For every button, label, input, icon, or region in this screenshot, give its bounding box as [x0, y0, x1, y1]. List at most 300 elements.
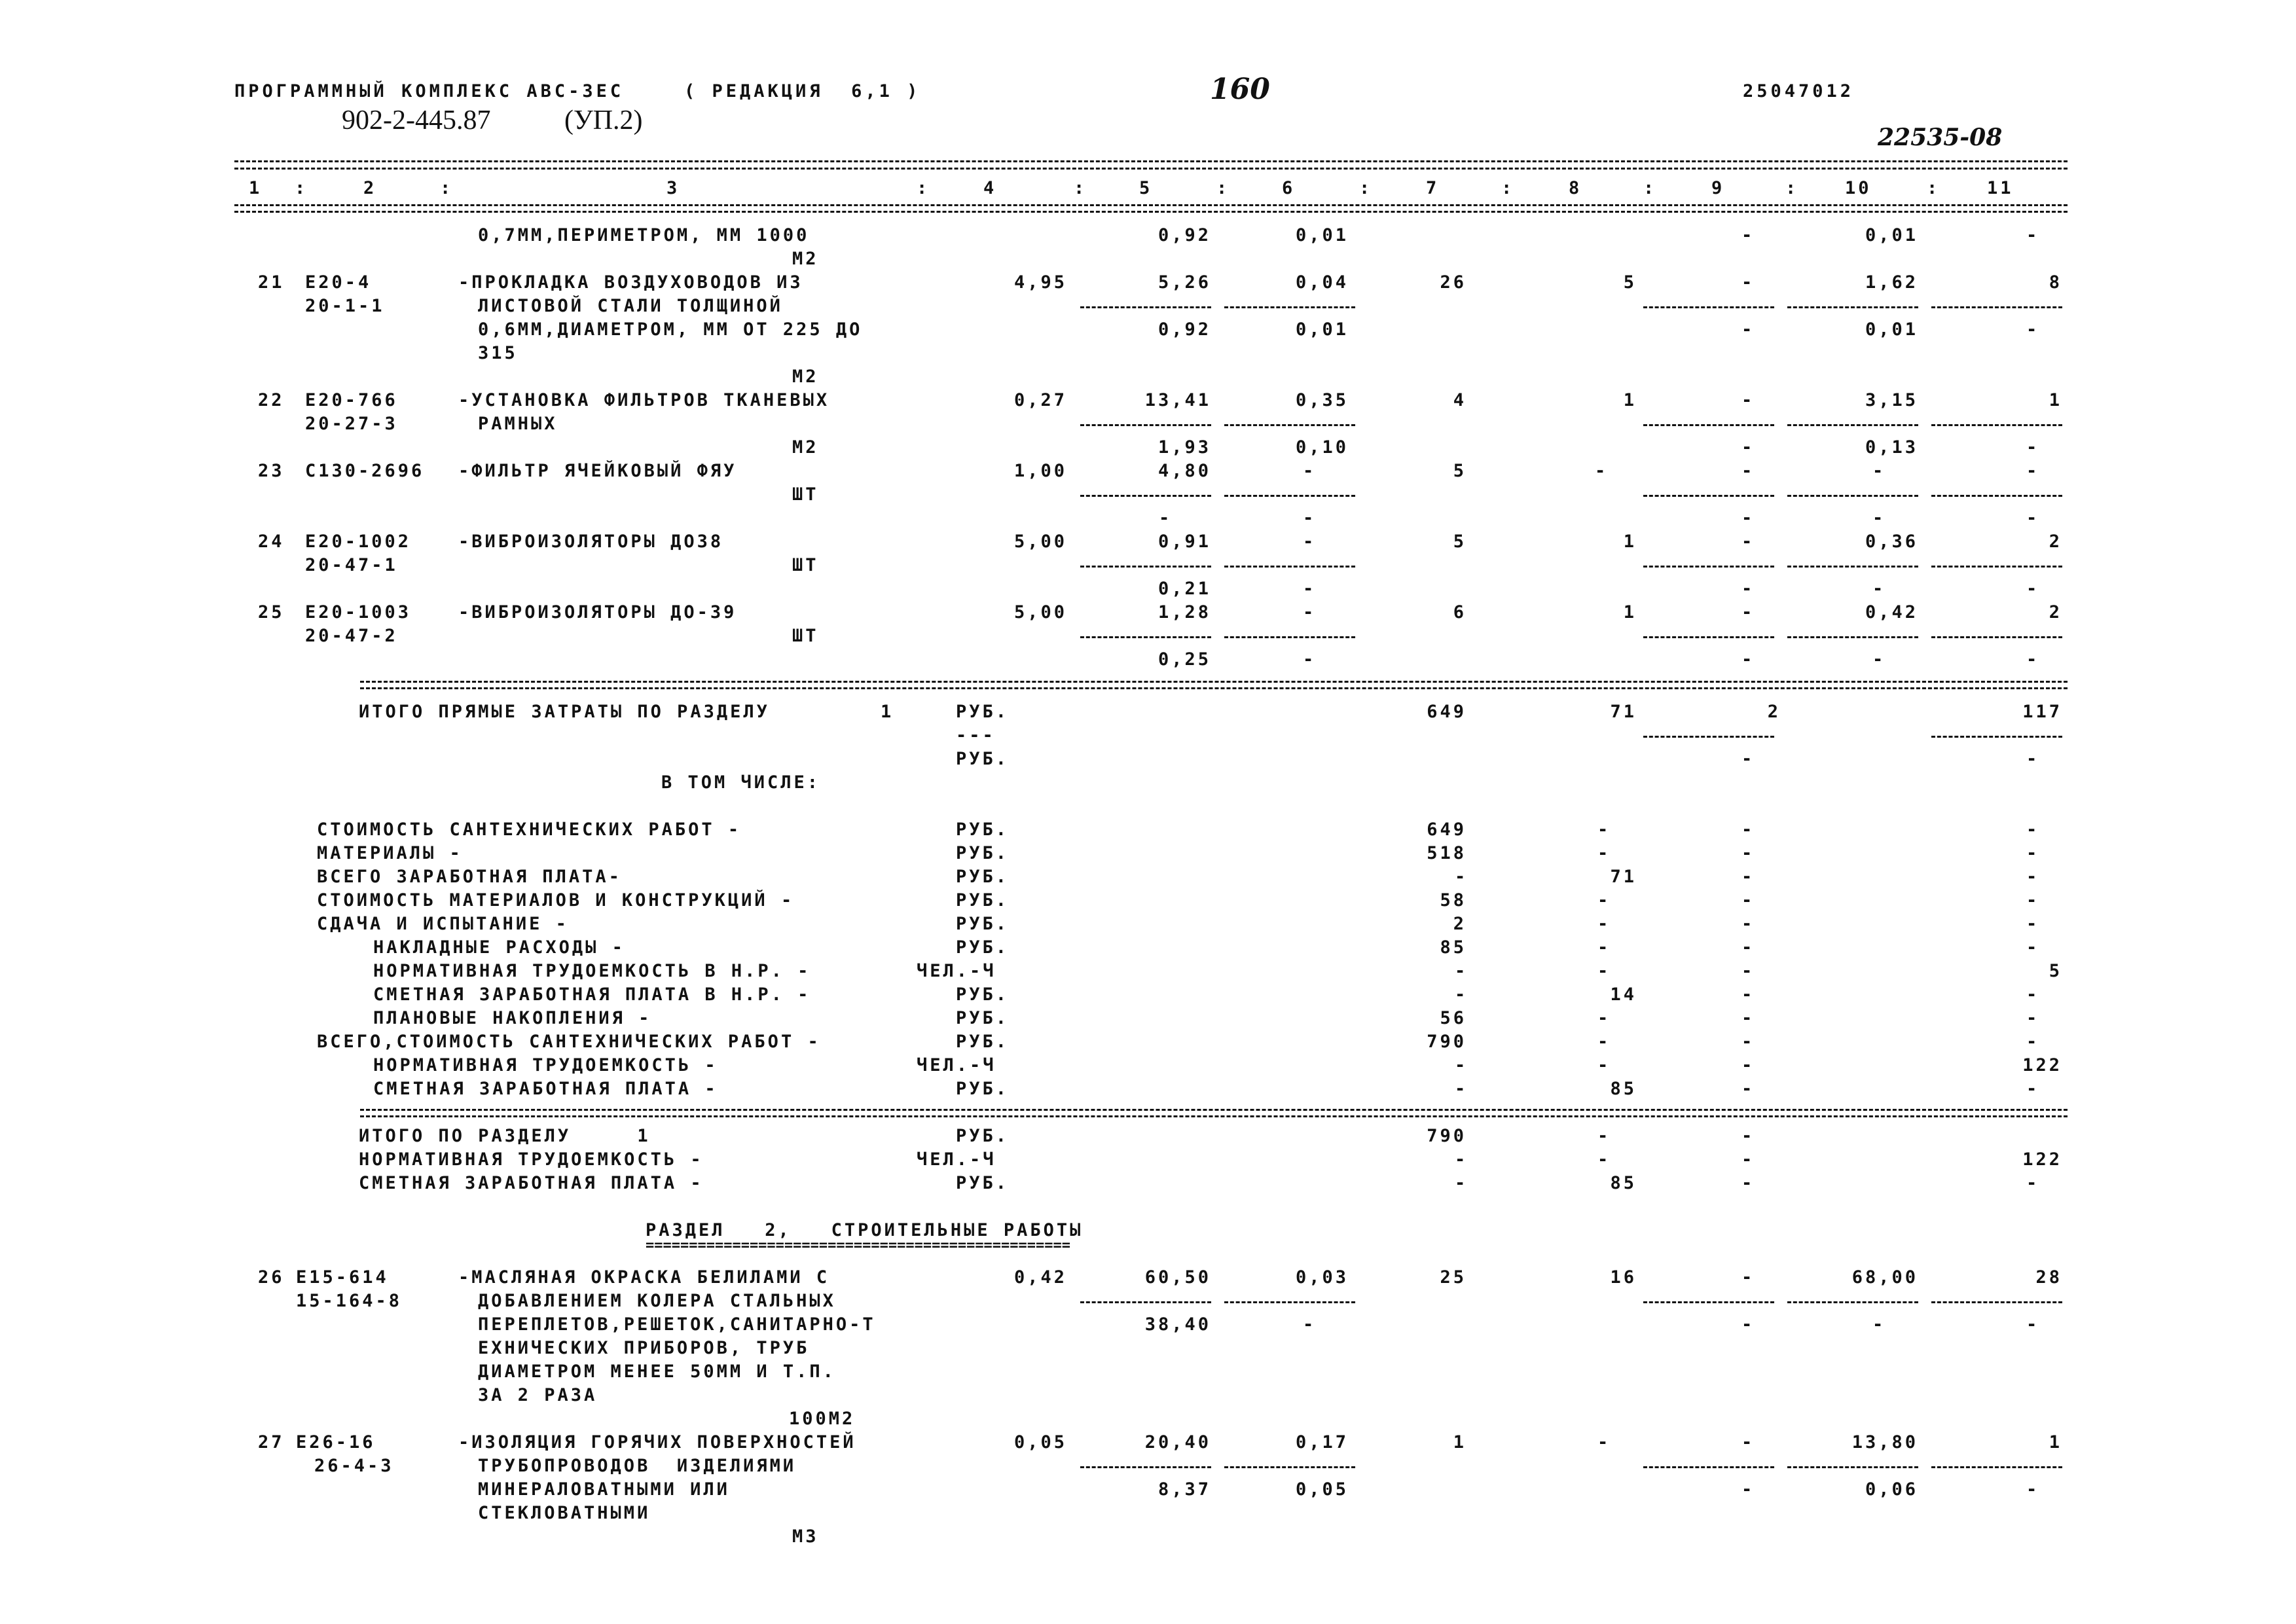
row-c4: 0,42 — [1013, 1267, 1067, 1288]
row-text-line: -ИЗОЛЯЦИЯ ГОРЯЧИХ ПОВЕРХНОСТЕЙ — [458, 1432, 856, 1453]
row-c6b: 0,10 — [1295, 437, 1349, 458]
row-c9b: - — [1741, 1314, 1755, 1335]
breakdown-label: СДАЧА И ИСПЫТАНИЕ - — [317, 914, 569, 934]
row-c6: - — [1303, 532, 1317, 552]
breakdown-c7: 85 — [1440, 937, 1467, 958]
row-code: Е26-16 — [296, 1432, 376, 1453]
row-code: Е15-614 — [296, 1267, 389, 1288]
row-rule — [1080, 1301, 1211, 1303]
row-c5: 60,50 — [1144, 1267, 1211, 1288]
row-num: 24 — [258, 532, 285, 552]
breakdown-c11: - — [2026, 937, 2040, 958]
breakdown-c11: - — [2026, 1032, 2040, 1052]
row-c5: 4,80 — [1157, 461, 1211, 481]
section-total-c7: - — [1455, 1173, 1468, 1193]
section-total-c11: - — [2026, 1173, 2040, 1193]
breakdown-c9: - — [1741, 961, 1755, 981]
row-c4: 5,00 — [1013, 602, 1067, 623]
row-code: Е20-1002 — [305, 532, 412, 552]
col-num-10: 10 — [1845, 178, 1872, 198]
row-rule — [1787, 566, 1918, 568]
col-num-9: 9 — [1711, 178, 1725, 198]
breakdown-c11: - — [2026, 820, 2040, 840]
row-c5b: 38,40 — [1144, 1314, 1211, 1335]
row-c9: - — [1741, 461, 1755, 481]
row-c9: - — [1741, 1432, 1755, 1453]
section-total-label: НОРМАТИВНАЯ ТРУДОЕМКОСТЬ - — [359, 1149, 704, 1170]
breakdown-label: НАКЛАДНЫЕ РАСХОДЫ - — [373, 937, 625, 958]
breakdown-c7: 790 — [1427, 1032, 1467, 1052]
header-rule-top-2 — [234, 168, 2068, 170]
breakdown-c11: - — [2026, 1008, 2040, 1028]
row-c9b: - — [1741, 579, 1755, 599]
row-unit: ШТ — [792, 484, 819, 505]
section-total-c8: 85 — [1610, 1173, 1637, 1193]
row-c10b: - — [1872, 649, 1886, 670]
page-number: 160 — [1210, 73, 1270, 106]
row-num: 27 — [258, 1432, 285, 1453]
section-totals-rule — [360, 1109, 2068, 1111]
breakdown-unit: РУБ. — [956, 984, 1010, 1005]
breakdown-label: СТОИМОСТЬ МАТЕРИАЛОВ И КОНСТРУКЦИЙ - — [317, 890, 795, 911]
row-c10: 3,15 — [1865, 390, 1918, 410]
row-c6b: 0,01 — [1295, 319, 1349, 340]
row-c5: 1,28 — [1157, 602, 1211, 623]
breakdown-c9: - — [1741, 1055, 1755, 1075]
row-text-line: -УСТАНОВКА ФИЛЬТРОВ ТКАНЕВЫХ — [458, 390, 830, 410]
section-total-label: СМЕТНАЯ ЗАРАБОТНАЯ ПЛАТА - — [359, 1173, 704, 1193]
row-unit: М2 — [792, 367, 819, 387]
row-rule — [1931, 1301, 2062, 1303]
row-unit: ШТ — [792, 626, 819, 646]
totals-rule-2 — [360, 687, 2068, 689]
row-c10b: - — [1872, 508, 1886, 528]
totals-direct-unit-2: РУБ. — [956, 749, 1010, 769]
breakdown-unit: РУБ. — [956, 867, 1010, 887]
totals-direct-c11: 117 — [2022, 702, 2062, 722]
breakdown-c9: - — [1741, 843, 1755, 863]
totals-direct-c8: 71 — [1610, 702, 1637, 722]
col-sep: : — [1927, 178, 1941, 198]
col-num-7: 7 — [1426, 178, 1440, 198]
row-code: Е20-4 — [305, 272, 372, 293]
breakdown-c11: - — [2026, 1079, 2040, 1099]
edition-label: ( РЕДАКЦИЯ 6,1 ) — [684, 81, 921, 101]
row-text-line: 315 — [478, 343, 518, 363]
col-num-6: 6 — [1282, 178, 1296, 198]
continuation-c10: 0,01 — [1865, 225, 1918, 245]
row-text-line: ТРУБОПРОВОДОВ ИЗДЕЛИЯМИ — [478, 1456, 797, 1476]
row-c7: 5 — [1453, 461, 1467, 481]
row-c9: - — [1741, 390, 1755, 410]
row-rule — [1931, 424, 2062, 426]
continuation-text: 0,7ММ,ПЕРИМЕТРОМ, ММ 1000 — [478, 225, 810, 245]
row-unit: ШТ — [792, 555, 819, 575]
row-rule — [1931, 1466, 2062, 1468]
section-total-c9: - — [1741, 1173, 1755, 1193]
breakdown-c7: - — [1455, 1055, 1468, 1075]
breakdown-c8: - — [1597, 843, 1611, 863]
row-rule — [1643, 495, 1774, 497]
row-c5: 0,91 — [1157, 532, 1211, 552]
row-c6: 0,35 — [1295, 390, 1349, 410]
continuation-c11: - — [2026, 225, 2040, 245]
row-num: 23 — [258, 461, 285, 481]
row-c9: - — [1741, 272, 1755, 293]
col-sep: : — [1785, 178, 1799, 198]
breakdown-c8: 71 — [1610, 867, 1637, 887]
row-rule — [1643, 1301, 1774, 1303]
row-c5b: 1,93 — [1157, 437, 1211, 458]
breakdown-c9: - — [1741, 937, 1755, 958]
row-rule — [1931, 736, 2062, 738]
breakdown-label: МАТЕРИАЛЫ - — [317, 843, 463, 863]
row-c9b: - — [1741, 437, 1755, 458]
row-code: Е20-766 — [305, 390, 398, 410]
row-c6b: 0,05 — [1295, 1479, 1349, 1500]
section2-title: РАЗДЕЛ 2, СТРОИТЕЛЬНЫЕ РАБОТЫ — [646, 1220, 1084, 1240]
totals-direct-dashes: --- — [956, 725, 996, 746]
section-total-c9: - — [1741, 1149, 1755, 1170]
row-c9: - — [1741, 532, 1755, 552]
row-rule — [1224, 1301, 1355, 1303]
row-rule — [1787, 1301, 1918, 1303]
breakdown-c8: 85 — [1610, 1079, 1637, 1099]
breakdown-c7: 56 — [1440, 1008, 1467, 1028]
row-c9: - — [1741, 1267, 1755, 1288]
row-rule — [1080, 495, 1211, 497]
row-text-line: -ФИЛЬТР ЯЧЕЙКОВЫЙ ФЯУ — [458, 461, 737, 481]
row-c5b: 8,37 — [1157, 1479, 1211, 1500]
album-label: (УП.2) — [564, 105, 643, 135]
row-c10: 1,62 — [1865, 272, 1918, 293]
row-c11: - — [2026, 461, 2040, 481]
row-rule — [1643, 424, 1774, 426]
row-rule — [1931, 306, 2062, 308]
row-c8: 1 — [1623, 390, 1637, 410]
row-rule — [1224, 566, 1355, 568]
row-rule — [1643, 636, 1774, 638]
breakdown-c8: - — [1597, 1008, 1611, 1028]
col-num-1: 1 — [249, 178, 263, 198]
row-c7: 26 — [1440, 272, 1467, 293]
col-num-8: 8 — [1569, 178, 1582, 198]
row-text-line: ЕХНИЧЕСКИХ ПРИБОРОВ, ТРУБ — [478, 1338, 810, 1358]
row-c11b: - — [2026, 579, 2040, 599]
continuation-c5: 0,92 — [1157, 225, 1211, 245]
section-total-c8: - — [1597, 1126, 1611, 1146]
row-c11b: - — [2026, 1314, 2040, 1335]
row-c7: 5 — [1453, 532, 1467, 552]
row-c6b: - — [1303, 649, 1317, 670]
row-c8: 5 — [1623, 272, 1637, 293]
row-c6b: - — [1303, 1314, 1317, 1335]
row-text-line: ДОБАВЛЕНИЕМ КОЛЕРА СТАЛЬНЫХ — [478, 1291, 836, 1311]
row-c9b: - — [1741, 1479, 1755, 1500]
totals-direct-c7: 649 — [1427, 702, 1467, 722]
section-total-c9: - — [1741, 1126, 1755, 1146]
col-sep: : — [1643, 178, 1657, 198]
row-c8: 1 — [1623, 602, 1637, 623]
row-c7: 6 — [1453, 602, 1467, 623]
row-rule — [1787, 424, 1918, 426]
row-c11: 28 — [2035, 1267, 2062, 1288]
row-num: 22 — [258, 390, 285, 410]
breakdown-unit: РУБ. — [956, 890, 1010, 911]
row-c11b: - — [2026, 1479, 2040, 1500]
row-c6b: - — [1303, 508, 1317, 528]
col-sep: : — [1359, 178, 1373, 198]
row-rule — [1643, 1466, 1774, 1468]
row-c11b: - — [2026, 319, 2040, 340]
breakdown-c7: - — [1455, 1079, 1468, 1099]
breakdown-c11: - — [2026, 914, 2040, 934]
row-c9: - — [1741, 602, 1755, 623]
breakdown-unit: РУБ. — [956, 1032, 1010, 1052]
row-c10: 68,00 — [1851, 1267, 1918, 1288]
row-code: Е20-1003 — [305, 602, 412, 623]
row-c9b: - — [1741, 319, 1755, 340]
row-text-line: -ВИБРОИЗОЛЯТОРЫ ДО-39 — [458, 602, 737, 623]
row-rule — [1080, 1466, 1211, 1468]
row-rule — [1787, 495, 1918, 497]
row-text-line: -ВИБРОИЗОЛЯТОРЫ ДО38 — [458, 532, 724, 552]
row-code-2: 20-47-1 — [305, 555, 398, 575]
row-rule — [1224, 306, 1355, 308]
row-c4: 4,95 — [1013, 272, 1067, 293]
section-total-unit: РУБ. — [956, 1173, 1010, 1193]
including-heading: В ТОМ ЧИСЛЕ: — [661, 772, 821, 793]
breakdown-c8: - — [1597, 1032, 1611, 1052]
col-sep: : — [440, 178, 454, 198]
breakdown-label: ВСЕГО ЗАРАБОТНАЯ ПЛАТА- — [317, 867, 622, 887]
section-total-c7: 790 — [1427, 1126, 1467, 1146]
section2-underline: ================================================= — [646, 1237, 1071, 1254]
section-total-c7: - — [1455, 1149, 1468, 1170]
row-c11b: - — [2026, 649, 2040, 670]
breakdown-c7: 58 — [1440, 890, 1467, 911]
row-num: 26 — [258, 1267, 285, 1288]
row-rule — [1643, 306, 1774, 308]
row-rule — [1224, 636, 1355, 638]
breakdown-c11: - — [2026, 843, 2040, 863]
breakdown-c9: - — [1741, 820, 1755, 840]
breakdown-c7: 518 — [1427, 843, 1467, 863]
row-text-line: СТЕКЛОВАТНЫМИ — [478, 1503, 651, 1523]
breakdown-c8: - — [1597, 1055, 1611, 1075]
row-c10: 0,36 — [1865, 532, 1918, 552]
continuation-c9: - — [1741, 225, 1755, 245]
breakdown-c8: - — [1597, 890, 1611, 911]
breakdown-c9: - — [1741, 984, 1755, 1005]
row-c5b: - — [1159, 508, 1173, 528]
row-c11: 1 — [2049, 390, 2062, 410]
col-num-3: 3 — [666, 178, 680, 198]
row-rule — [1080, 306, 1211, 308]
row-c4: 1,00 — [1013, 461, 1067, 481]
breakdown-c8: - — [1597, 820, 1611, 840]
breakdown-label: ПЛАНОВЫЕ НАКОПЛЕНИЯ - — [373, 1008, 652, 1028]
row-num: 21 — [258, 272, 285, 293]
totals-direct-c11b: - — [2026, 749, 2040, 769]
breakdown-c8: 14 — [1610, 984, 1637, 1005]
row-c9b: - — [1741, 508, 1755, 528]
breakdown-unit: РУБ. — [956, 1079, 1010, 1099]
breakdown-c9: - — [1741, 914, 1755, 934]
breakdown-label: СМЕТНАЯ ЗАРАБОТНАЯ ПЛАТА В Н.Р. - — [373, 984, 811, 1005]
row-c6: 0,03 — [1295, 1267, 1349, 1288]
breakdown-unit: РУБ. — [956, 914, 1010, 934]
row-c5b: 0,21 — [1157, 579, 1211, 599]
section-total-unit: РУБ. — [956, 1126, 1010, 1146]
row-c10b: 0,06 — [1865, 1479, 1918, 1500]
row-rule — [1931, 566, 2062, 568]
row-c4: 0,27 — [1013, 390, 1067, 410]
row-c8: 16 — [1610, 1267, 1637, 1288]
breakdown-c7: - — [1455, 961, 1468, 981]
row-text-line: МИНЕРАЛОВАТНЫМИ ИЛИ — [478, 1479, 730, 1500]
row-c5b: 0,92 — [1157, 319, 1211, 340]
row-rule — [1080, 424, 1211, 426]
breakdown-unit: РУБ. — [956, 937, 1010, 958]
breakdown-c7: 649 — [1427, 820, 1467, 840]
doc-code: 25047012 — [1743, 81, 1855, 101]
breakdown-unit: ЧЕЛ.-Ч — [917, 1055, 996, 1075]
row-num: 25 — [258, 602, 285, 623]
row-c10b: 0,01 — [1865, 319, 1918, 340]
row-c11b: - — [2026, 437, 2040, 458]
row-code-2: 15-164-8 — [296, 1291, 403, 1311]
breakdown-label: СМЕТНАЯ ЗАРАБОТНАЯ ПЛАТА - — [373, 1079, 718, 1099]
row-text-line: ЗА 2 РАЗА — [478, 1385, 598, 1405]
row-unit: 100М2 — [789, 1409, 856, 1429]
row-c10: 0,42 — [1865, 602, 1918, 623]
row-c5b: 0,25 — [1157, 649, 1211, 670]
row-text-line: РАМНЫХ — [478, 414, 558, 434]
row-c10b: - — [1872, 579, 1886, 599]
breakdown-label: НОРМАТИВНАЯ ТРУДОЕМКОСТЬ - — [373, 1055, 718, 1075]
row-rule — [1643, 736, 1774, 738]
totals-direct-c9: 2 — [1767, 702, 1781, 722]
row-text-line: -ПРОКЛАДКА ВОЗДУХОВОДОВ ИЗ — [458, 272, 803, 293]
row-c5: 13,41 — [1144, 390, 1211, 410]
row-text-line: ЛИСТОВОЙ СТАЛИ ТОЛЩИНОЙ — [478, 296, 783, 316]
row-unit: М2 — [792, 437, 819, 458]
breakdown-c9: - — [1741, 1079, 1755, 1099]
section-total-label: ИТОГО ПО РАЗДЕЛУ 1 — [359, 1126, 651, 1146]
header-rule-top — [234, 160, 2068, 162]
row-c10: 13,80 — [1851, 1432, 1918, 1453]
col-sep: : — [1216, 178, 1230, 198]
col-sep: : — [295, 178, 308, 198]
row-rule — [1643, 566, 1774, 568]
header-rule-bottom-2 — [234, 211, 2068, 213]
breakdown-c11: 122 — [2022, 1055, 2062, 1075]
program-title: ПРОГРАММНЫЙ КОМПЛЕКС АВС-3ЕС — [234, 81, 625, 101]
breakdown-c7: 2 — [1453, 914, 1467, 934]
breakdown-c11: 5 — [2049, 961, 2062, 981]
col-sep: : — [1074, 178, 1087, 198]
row-c7: 1 — [1453, 1432, 1467, 1453]
totals-direct-c9b: - — [1741, 749, 1755, 769]
breakdown-c9: - — [1741, 1008, 1755, 1028]
row-c6: - — [1303, 602, 1317, 623]
breakdown-c8: - — [1597, 914, 1611, 934]
row-rule — [1224, 495, 1355, 497]
col-num-5: 5 — [1139, 178, 1153, 198]
breakdown-c7: - — [1455, 867, 1468, 887]
breakdown-c9: - — [1741, 867, 1755, 887]
row-c8: - — [1597, 1432, 1611, 1453]
col-sep: : — [917, 178, 930, 198]
row-rule — [1931, 495, 2062, 497]
breakdown-c11: - — [2026, 890, 2040, 911]
breakdown-label: НОРМАТИВНАЯ ТРУДОЕМКОСТЬ В Н.Р. - — [373, 961, 811, 981]
row-code: С130-2696 — [305, 461, 425, 481]
totals-direct-section: 1 — [881, 702, 894, 722]
row-code-2: 20-27-3 — [305, 414, 398, 434]
doc-number: 22535-08 — [1878, 124, 2003, 151]
row-c10b: 0,13 — [1865, 437, 1918, 458]
continuation-unit: М2 — [792, 249, 819, 269]
row-c11: 1 — [2049, 1432, 2062, 1453]
breakdown-c9: - — [1741, 890, 1755, 911]
breakdown-c7: - — [1455, 984, 1468, 1005]
breakdown-c11: - — [2026, 867, 2040, 887]
row-c8: 1 — [1623, 532, 1637, 552]
row-c5: 20,40 — [1144, 1432, 1211, 1453]
section-total-c11: 122 — [2022, 1149, 2062, 1170]
row-rule — [1787, 306, 1918, 308]
breakdown-c8: - — [1597, 937, 1611, 958]
row-c10: - — [1872, 461, 1886, 481]
continuation-c6: 0,01 — [1295, 225, 1349, 245]
breakdown-label: СТОИМОСТЬ САНТЕХНИЧЕСКИХ РАБОТ - — [317, 820, 742, 840]
breakdown-unit: РУБ. — [956, 843, 1010, 863]
row-c11: 2 — [2049, 532, 2062, 552]
project-number: 902-2-445.87 — [342, 105, 491, 135]
row-code-2: 26-4-3 — [314, 1456, 394, 1476]
breakdown-c11: - — [2026, 984, 2040, 1005]
row-code-2: 20-47-2 — [305, 626, 398, 646]
row-c4: 0,05 — [1013, 1432, 1067, 1453]
row-text-line: -МАСЛЯНАЯ ОКРАСКА БЕЛИЛАМИ С — [458, 1267, 830, 1288]
row-c11: 2 — [2049, 602, 2062, 623]
row-rule — [1787, 636, 1918, 638]
breakdown-c9: - — [1741, 1032, 1755, 1052]
section-total-c8: - — [1597, 1149, 1611, 1170]
col-sep: : — [1501, 178, 1515, 198]
col-num-4: 4 — [983, 178, 997, 198]
row-rule — [1931, 636, 2062, 638]
row-c4: 5,00 — [1013, 532, 1067, 552]
totals-direct-unit: РУБ. — [956, 702, 1010, 722]
row-c6: 0,17 — [1295, 1432, 1349, 1453]
row-c6: 0,04 — [1295, 272, 1349, 293]
row-text-line: ПЕРЕПЛЕТОВ,РЕШЕТОК,САНИТАРНО-Т — [478, 1314, 876, 1335]
row-c11b: - — [2026, 508, 2040, 528]
section-total-unit: ЧЕЛ.-Ч — [917, 1149, 996, 1170]
row-unit: М3 — [792, 1526, 819, 1547]
breakdown-c8: - — [1597, 961, 1611, 981]
breakdown-unit: РУБ. — [956, 1008, 1010, 1028]
col-num-2: 2 — [363, 178, 377, 198]
row-c7: 4 — [1453, 390, 1467, 410]
row-c9b: - — [1741, 649, 1755, 670]
row-text-line: 0,6ММ,ДИАМЕТРОМ, ММ ОТ 225 ДО — [478, 319, 863, 340]
row-c8: - — [1595, 461, 1609, 481]
row-c11: 8 — [2049, 272, 2062, 293]
